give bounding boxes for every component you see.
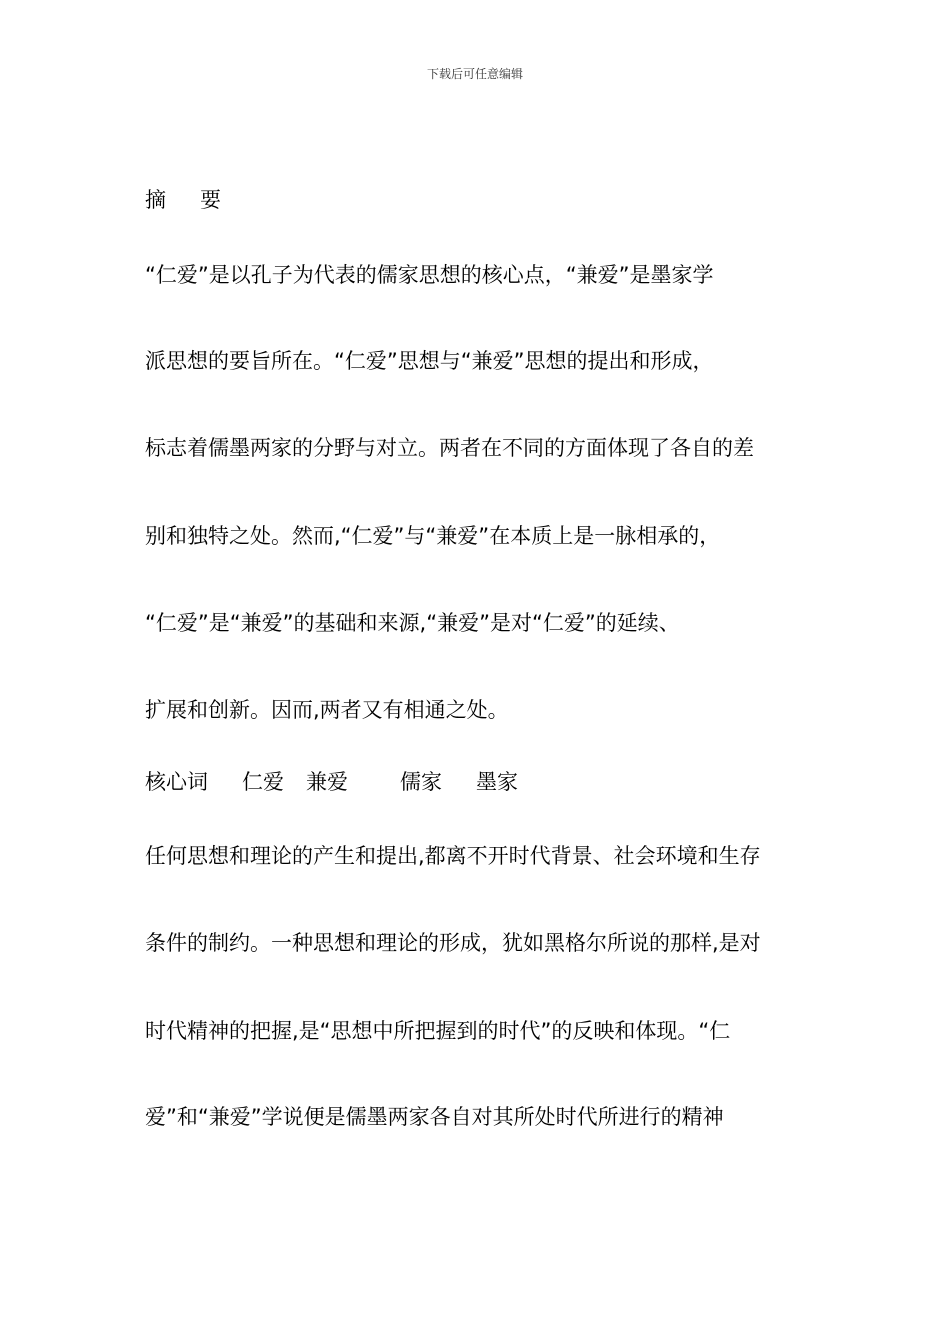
body-line: 爱”和“兼爱”学说便是儒墨两家各自对其所处时代所进行的精神 xyxy=(145,1105,724,1129)
body-line: 任何思想和理论的产生和提出,都离不开时代背景、社会环境和生存 xyxy=(145,844,761,868)
abstract-line: “仁爱”是以孔子为代表的儒家思想的核心点，“兼爱”是墨家学 xyxy=(145,263,714,287)
body-line: 条件的制约。一种思想和理论的形成，犹如黑格尔所说的那样,是对 xyxy=(145,931,761,955)
body-line: 时代精神的把握,是“思想中所把握到的时代”的反映和体现。“仁 xyxy=(145,1019,731,1043)
keywords-label: 核心词 xyxy=(145,770,208,794)
abstract-line: “仁爱”是“兼爱”的基础和来源,“兼爱”是对“仁爱”的延续、 xyxy=(145,611,680,635)
abstract-heading-char: 要 xyxy=(200,188,221,212)
keyword: 墨家 xyxy=(476,770,518,794)
keywords-line xyxy=(145,768,518,796)
abstract-line: 别和独特之处。然而,“仁爱”与“兼爱”在本质上是一脉相承的， xyxy=(145,524,721,548)
keyword: 仁爱 xyxy=(242,770,284,794)
abstract-heading-char: 摘 xyxy=(145,188,166,212)
page-header-note: 下载后可任意编辑 xyxy=(426,67,523,81)
abstract-line: 派思想的要旨所在。“仁爱”思想与“兼爱”思想的提出和形成， xyxy=(145,349,714,373)
keyword: 儒家 xyxy=(400,770,442,794)
keyword: 兼爱 xyxy=(306,770,348,794)
abstract-line: 扩展和创新。因而,两者又有相通之处。 xyxy=(145,698,509,722)
abstract-line: 标志着儒墨两家的分野与对立。两者在不同的方面体现了各自的差 xyxy=(145,436,754,460)
abstract-heading xyxy=(145,186,221,214)
